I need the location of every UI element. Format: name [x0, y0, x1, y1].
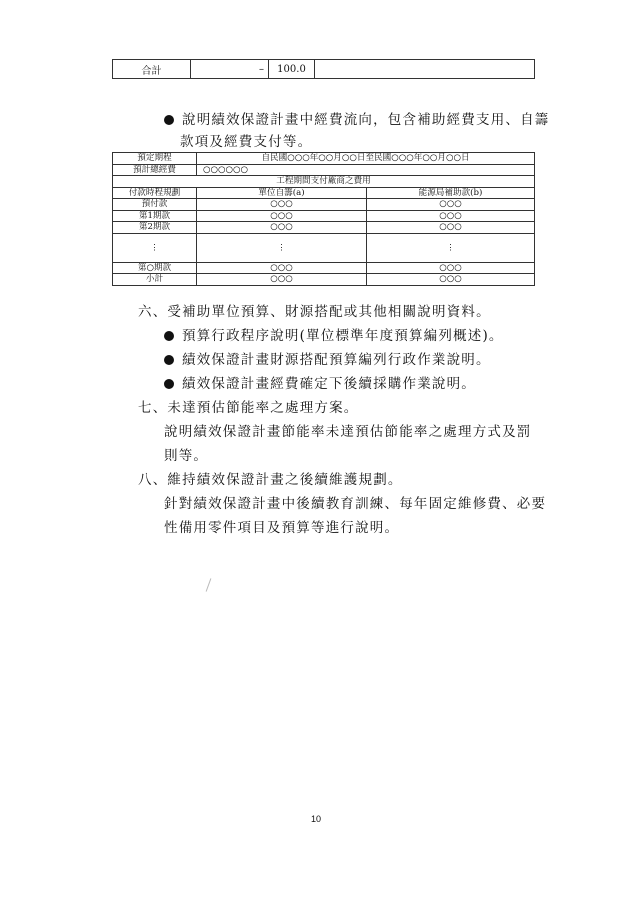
row-label: 第○期款: [113, 262, 197, 274]
row-label: 預付款: [113, 199, 197, 211]
section6-bullet-3: [164, 372, 476, 396]
row-label: 小計: [113, 274, 197, 286]
schedule-period-row: [113, 153, 535, 165]
row-label: 第2期款: [113, 222, 197, 234]
table-row: [113, 274, 535, 286]
section6-bullet-1: [164, 324, 504, 348]
period-label: 預定期程: [113, 153, 197, 165]
bullet-expense-flow-line2: 款項及經費支付等。: [180, 134, 313, 150]
section6-bullet-2-text: 績效保證計畫財源搭配預算編列行政作業說明。: [182, 352, 491, 368]
bullet-dot-icon: [164, 331, 174, 341]
section6-heading: 六、受補助單位預算、財源搭配或其他相關說明資料。: [138, 304, 491, 320]
table-row: [113, 210, 535, 222]
section7-heading: 七、未達預估節能率之處理方案。: [138, 400, 359, 416]
section8-heading: 八、維持績效保證計畫之後續維護規劃。: [138, 472, 403, 488]
bullet-dot-icon: [164, 115, 174, 125]
row-self: ○○○: [197, 262, 367, 274]
row-self: ○○○: [197, 274, 367, 286]
page-number: 10: [310, 814, 321, 824]
col-subsidy-header: 能源局補助款(b): [367, 187, 535, 199]
row-self: ○○○: [197, 222, 367, 234]
row-subsidy: ○○○: [367, 222, 535, 234]
row-label: ⋮: [113, 233, 197, 262]
schedule-section-header-row: [113, 176, 535, 188]
period-value: 自民國○○○年○○月○○日至民國○○○年○○月○○日: [197, 153, 535, 165]
row-subsidy: ⋮: [367, 233, 535, 262]
section8-line2: 性備用零件項目及預算等進行說明。: [164, 520, 400, 536]
bullet-dot-icon: [164, 355, 174, 365]
total-budget-value: ○○○○○○: [197, 164, 535, 176]
schedule-column-header-row: [113, 187, 535, 199]
row-subsidy: ○○○: [367, 274, 535, 286]
schedule-total-row: [113, 164, 535, 176]
section6-bullet-2: [164, 348, 491, 372]
col-plan-header: 付款時程規劃: [113, 187, 197, 199]
section6-bullet-1-text: 預算行政程序說明(單位標準年度預算編列概述)。: [182, 328, 504, 344]
row-label: 第1期款: [113, 210, 197, 222]
section6-bullet-3-text: 績效保證計畫經費確定下後續採購作業說明。: [182, 376, 476, 392]
section7-line1: 說明績效保證計畫節能率未達預估節能率之處理方式及罰: [164, 424, 532, 440]
payment-schedule-table: [112, 152, 535, 286]
total-empty-cell: [315, 60, 535, 79]
row-self: ○○○: [197, 210, 367, 222]
scan-mark: [206, 578, 212, 591]
bullet-expense-flow-line1: 說明績效保證計畫中經費流向，包含補助經費支用、自籌: [182, 112, 550, 128]
col-self-header: 單位自籌(a): [197, 187, 367, 199]
row-subsidy: ○○○: [367, 199, 535, 211]
total-dash: –: [191, 60, 269, 79]
bullet-dot-icon: [164, 379, 174, 389]
table-row: [113, 222, 535, 234]
table-row: [113, 233, 535, 262]
total-value: 100.0: [269, 60, 315, 79]
bullet-expense-flow: [164, 108, 550, 132]
section-header: 工程期間支付廠商之費用: [113, 176, 535, 188]
section8-line1: 針對績效保證計畫中後續教育訓練、每年固定維修費、必要: [164, 496, 547, 512]
total-budget-label: 預計總經費: [113, 164, 197, 176]
table-row: [113, 262, 535, 274]
row-subsidy: ○○○: [367, 262, 535, 274]
row-self: ○○○: [197, 199, 367, 211]
table-row: [113, 199, 535, 211]
row-self: ⋮: [197, 233, 367, 262]
total-label: 合計: [113, 60, 191, 79]
section7-line2: 則等。: [164, 448, 209, 464]
total-table: [112, 59, 535, 79]
row-subsidy: ○○○: [367, 210, 535, 222]
total-row: [113, 60, 535, 79]
